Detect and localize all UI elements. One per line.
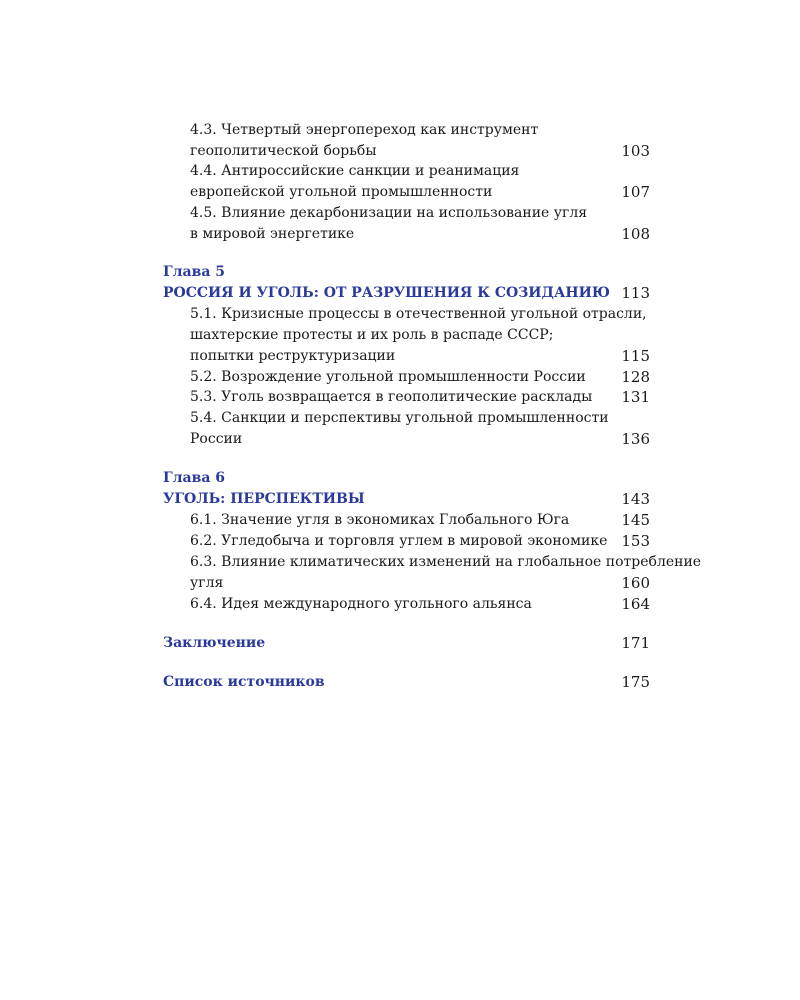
toc-entry-text: 4.4. Антироссийские санкции и реанимация [190,163,520,179]
toc-entry-text: 4.3. Четвертый энергопереход как инструмент [190,122,539,138]
page-number: 107 [621,183,650,201]
conclusion-title: Заключение [163,635,266,651]
page-number: 115 [621,347,650,365]
toc-entry-text: 5.3. Уголь возвращается в геополитические расклады [190,389,593,405]
page-number: 131 [621,388,650,406]
toc-entry-text: 6.3. Влияние климатических изменений на глобальное потребление [190,554,702,570]
toc-entry-text: 6.4. Идея международного угольного альянса [190,596,532,612]
chapter-title: УГОЛЬ: ПЕРСПЕКТИВЫ [163,491,365,507]
page-number: 136 [621,430,650,448]
toc-entry-text: России [190,431,243,447]
page-number: 145 [621,511,650,529]
toc-entry-text: 6.2. Угледобыча и торговля углем в мировой экономике [190,533,608,549]
toc-entry-text: угля [190,575,224,591]
chapter-title: РОССИЯ И УГОЛЬ: ОТ РАЗРУШЕНИЯ К СОЗИДАНИЮ [163,285,610,301]
chapter-6-label: Глава 6 [163,470,226,486]
toc-entry-text: 5.4. Санкции и перспективы угольной промышленности [190,410,609,426]
page-number: 113 [621,284,650,302]
toc-entry-text: 4.5. Влияние декарбонизации на использование угля [190,205,588,221]
toc-entry-text: шахтерские протесты и их роль в распаде СССР; [190,327,554,343]
toc-entry-text: европейской угольной промышленности [190,184,493,200]
page-number: 153 [621,532,650,550]
toc-entry-text: геополитической борьбы [190,143,377,159]
page-number: 175 [621,673,650,691]
page-number: 103 [621,142,650,160]
chapter-5-label: Глава 5 [163,264,226,280]
page-number: 108 [621,225,650,243]
sources-title: Список источников [163,674,325,690]
toc-entry-text: попытки реструктуризации [190,348,396,364]
page-number: 171 [621,634,650,652]
page-number: 164 [621,595,650,613]
toc-entry-text: 6.1. Значение угля в экономиках Глобального Юга [190,512,570,528]
page-number: 160 [621,574,650,592]
toc-entry-text: 5.1. Кризисные процессы в отечественной угольной отрасли, [190,306,647,322]
toc-entry-text: 5.2. Возрождение угольной промышленности России [190,369,586,385]
page-number: 143 [621,490,650,508]
page-number: 128 [621,368,650,386]
toc-entry-text: в мировой энергетике [190,226,355,242]
